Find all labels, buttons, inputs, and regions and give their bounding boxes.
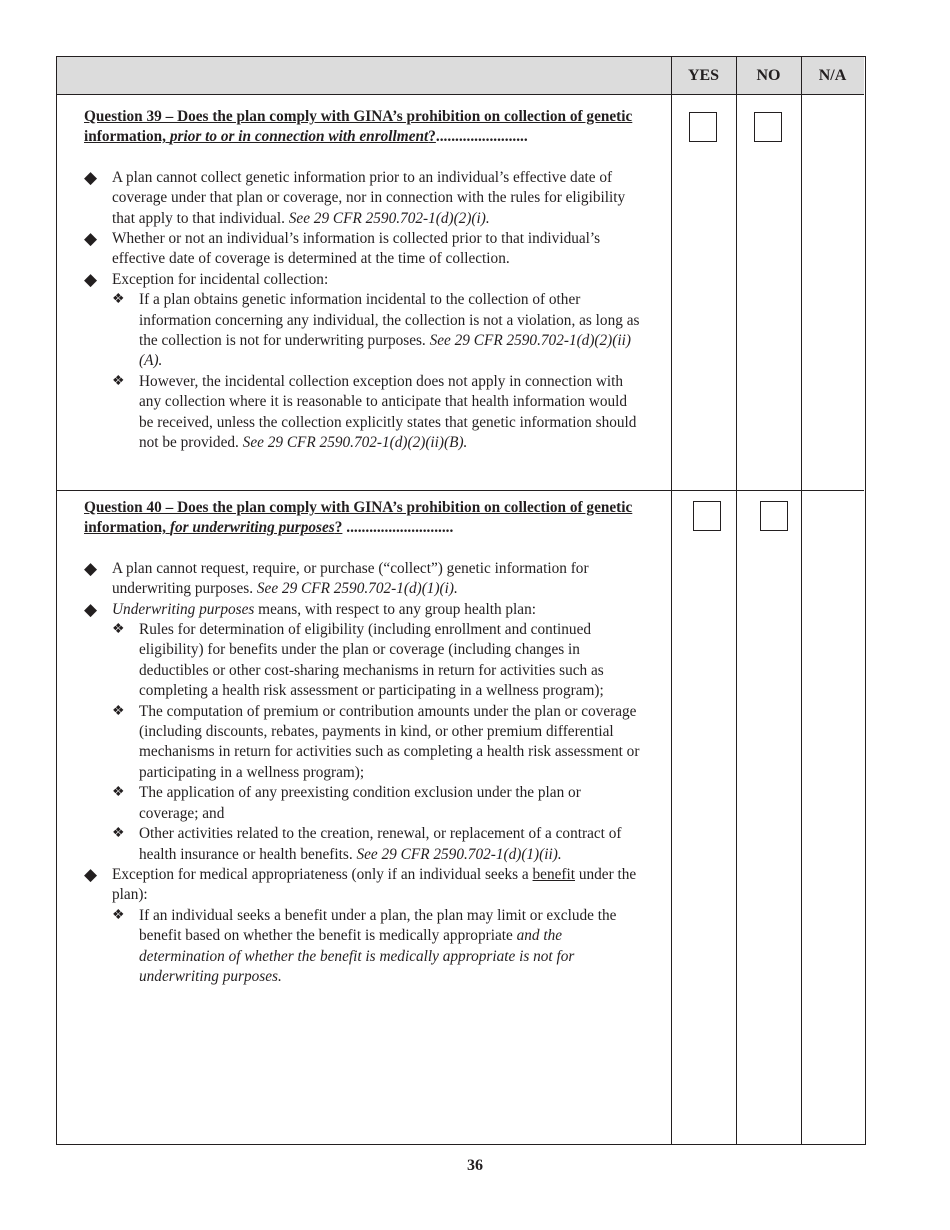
sub-list-item: ❖ If a plan obtains genetic information incidental to the collection of other information concerning any individual, the collection is not a violation, as long as the collection is not for underwriting purposes. See 29 CFR 2590.702-1(d)(2)(ii)(A). bbox=[112, 291, 640, 370]
diamond-bullet-icon: ◆ bbox=[84, 229, 98, 249]
column-divider bbox=[801, 57, 802, 1144]
four-diamond-bullet-icon: ❖ bbox=[112, 703, 125, 719]
q40-yes-checkbox[interactable] bbox=[693, 501, 721, 531]
diamond-bullet-icon: ◆ bbox=[84, 269, 98, 289]
diamond-bullet-icon: ◆ bbox=[84, 599, 98, 619]
question-40 bbox=[84, 498, 644, 987]
four-diamond-bullet-icon: ❖ bbox=[112, 292, 125, 308]
four-diamond-bullet-icon: ❖ bbox=[112, 622, 125, 638]
four-diamond-bullet-icon: ❖ bbox=[112, 907, 125, 923]
question-40-title: Question 40 – Does the plan comply with GINA’s prohibition on collection of genetic information, for underwriting purposes? ............................ bbox=[84, 499, 633, 537]
list-item: ◆ A plan cannot collect genetic information prior to an individual’s effective date of coverage under that plan or coverage, nor in connection with the rules for eligibility that apply to that individual. See 29 CFR 2590.702-1(d)(2)(i). bbox=[84, 167, 626, 227]
column-header-yes: YES bbox=[687, 67, 720, 84]
list-item: ◆ Exception for incidental collection: bbox=[84, 269, 329, 289]
list-item: ◆ Whether or not an individual’s information is collected prior to that individual’s effective date of coverage is determined at the time of collection. bbox=[84, 229, 601, 268]
list-item: ◆ Exception for medical appropriateness (only if an individual seeks a benefit under the plan): bbox=[84, 864, 637, 904]
q40-no-checkbox[interactable] bbox=[760, 501, 788, 531]
page-number: 36 bbox=[467, 1157, 483, 1174]
column-header-no: NO bbox=[756, 67, 781, 84]
list-item: ◆ A plan cannot request, require, or purchase (“collect”) genetic information for underwriting purposes. See 29 CFR 2590.702-1(d)(1)(i). bbox=[84, 558, 589, 598]
row-divider bbox=[57, 490, 864, 491]
q39-no-checkbox[interactable] bbox=[754, 112, 782, 142]
checklist-table bbox=[56, 56, 866, 1145]
sub-list-item: ❖ The application of any preexisting condition exclusion under the plan or coverage; and bbox=[112, 784, 581, 822]
question-39-title: Question 39 – Does the plan comply with GINA’s prohibition on collection of genetic information, prior to or in connection with enrollment?........................ bbox=[84, 108, 633, 146]
four-diamond-bullet-icon: ❖ bbox=[112, 826, 125, 842]
sub-list-item: ❖ Rules for determination of eligibility (including enrollment and continued eligibility) for benefits under the plan or coverage (including changes in deductibles or other cost-sharing mechanisms in return for activities such as completing a health risk assessment or participating in a wellness program); bbox=[112, 621, 604, 700]
sub-list-item: ❖ Other activities related to the creation, renewal, or replacement of a contract of health insurance or health benefits. See 29 CFR 2590.702-1(d)(1)(ii). bbox=[112, 825, 622, 863]
column-header-na: N/A bbox=[818, 67, 847, 84]
diamond-bullet-icon: ◆ bbox=[84, 864, 98, 884]
column-divider bbox=[671, 57, 672, 1144]
four-diamond-bullet-icon: ❖ bbox=[112, 785, 125, 801]
diamond-bullet-icon: ◆ bbox=[84, 558, 98, 578]
sub-list-item: ❖ If an individual seeks a benefit under a plan, the plan may limit or exclude the benefit based on whether the benefit is medically appropriate and the determination of whether the benefit is medically appropriate is not for underwriting purposes. bbox=[112, 906, 617, 985]
question-39 bbox=[84, 107, 644, 454]
sub-list-item: ❖ However, the incidental collection exception does not apply in connection with any collection where it is reasonable to anticipate that health information would be received, unless the collection explicitly states that genetic information should not be provided. See 29 CFR 2590.702-1(d)(2)(ii)(B). bbox=[112, 372, 637, 452]
diamond-bullet-icon: ◆ bbox=[84, 167, 98, 187]
four-diamond-bullet-icon: ❖ bbox=[112, 373, 125, 389]
column-divider bbox=[736, 57, 737, 1144]
sub-list-item: ❖ The computation of premium or contribution amounts under the plan or coverage (including discounts, rebates, payments in kind, or other premium differential mechanisms in return for activities such as completing a health risk assessment or participating in a wellness program); bbox=[112, 702, 640, 781]
list-item: ◆ Underwriting purposes means, with respect to any group health plan: bbox=[84, 599, 536, 619]
q39-yes-checkbox[interactable] bbox=[689, 112, 717, 142]
